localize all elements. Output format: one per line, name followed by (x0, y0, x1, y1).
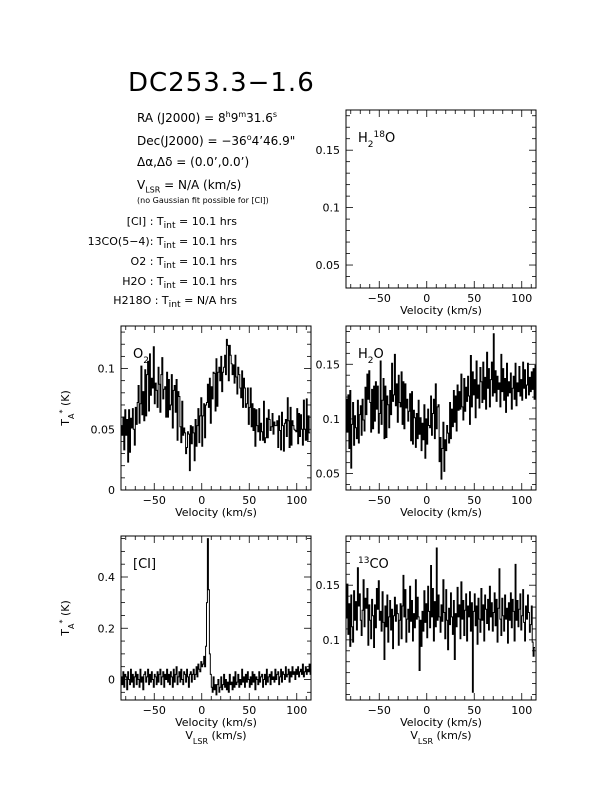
x-axis-label-vlsr: $V_{LSR}$ (km/s) (185, 729, 247, 746)
molecule-label-co13: $^{13}$CO (358, 556, 389, 572)
y-tick-label: 0.05 (315, 259, 340, 273)
obs-ci: [CI] : $T_{int} = 10.1$ hrs (126, 215, 237, 232)
dec-rest: 4’46.9" (251, 134, 296, 148)
x-tick-label: 50 (467, 704, 482, 717)
molecule-label-ci: [CI] (133, 557, 157, 572)
chart-h218o (316, 110, 537, 317)
vlsr-prefix: V (137, 178, 146, 192)
x-tick-label: 100 (286, 704, 308, 717)
page-title: DC253.3−1.6 (128, 68, 315, 98)
x-tick-label: 100 (286, 494, 308, 507)
spectrum-line-o2 (121, 339, 310, 470)
y-tick-label: 0.15 (315, 579, 340, 593)
y-tick-label: 0.1 (322, 633, 340, 647)
x-tick-label: −50 (367, 494, 391, 507)
y-axis-label: $T_A^*$ (K) (57, 600, 76, 636)
x-tick-label: 0 (423, 704, 431, 717)
x-tick-label: 0 (198, 704, 206, 717)
ra-line: RA $(J2000) = 8^h9^m31.6^s$ (137, 110, 278, 125)
offset-line: Δα,Δδ = (0.0’,0.0’) (137, 155, 250, 169)
ra-hours: 8 (218, 111, 226, 125)
y-tick-label: 0.1 (97, 362, 115, 376)
obs-h2o-tint: 10.1 hrs (191, 275, 237, 288)
y-tick-label: 0.15 (315, 358, 340, 372)
obs-h2o: H2O : $T_{int} = 10.1$ hrs (122, 275, 237, 292)
ra-seconds: 31.6 (246, 111, 273, 125)
x-axis-label: Velocity (km/s) (400, 506, 482, 519)
x-tick-label: 50 (467, 494, 482, 507)
obs-h218o-tint: N/A hrs (196, 294, 237, 307)
molecule-label-o2: $O_2$ (133, 347, 149, 366)
x-tick-label: −50 (142, 704, 166, 717)
obs-13co: 13CO(5−4): $T_{int} = 10.1$ hrs (87, 235, 237, 252)
x-axis-label: Velocity (km/s) (400, 304, 482, 317)
x-tick-label: 50 (467, 292, 482, 305)
chart-o2 (58, 326, 312, 519)
x-axis-label-vlsr: $V_{LSR}$ (km/s) (410, 729, 472, 746)
x-tick-label: 50 (242, 494, 257, 507)
x-tick-label: 50 (242, 704, 257, 717)
x-tick-label: 0 (423, 494, 431, 507)
obs-h218o: H218O : $T_{int} = N/A$ hrs (113, 294, 237, 311)
x-tick-label: 0 (198, 494, 206, 507)
y-tick-label: 0 (108, 484, 115, 497)
x-tick-label: −50 (367, 704, 391, 717)
molecule-label-h2o: $H_2O$ (358, 347, 384, 366)
y-tick-label: 0.05 (315, 467, 340, 481)
x-tick-label: 100 (511, 494, 533, 507)
chart-h2o (316, 326, 537, 519)
obs-h2o-mol: H2O (122, 275, 147, 288)
ra-label: RA (J2000) = (137, 111, 218, 125)
y-tick-label: 0.1 (322, 201, 340, 215)
obs-h218o-mol: H218O (113, 294, 152, 307)
y-tick-label: 0 (108, 673, 115, 687)
y-axis-label: $T_A^*$ (K) (57, 390, 76, 426)
y-tick-label: 0.15 (315, 144, 340, 158)
obs-o2: O2 : $T_{int} = 10.1$ hrs (130, 255, 237, 272)
obs-o2-tint: 10.1 hrs (191, 255, 237, 268)
obs-ci-tint: 10.1 hrs (191, 215, 237, 228)
obs-13co-mol: 13CO(5−4) (87, 235, 150, 248)
x-tick-label: 100 (511, 292, 533, 305)
molecule-label-h218o: $H_2^{18}O$ (358, 130, 396, 150)
x-axis-label: Velocity (km/s) (175, 506, 257, 519)
x-tick-label: 0 (423, 292, 431, 305)
vlsr-value: = N/A (km/s) (160, 178, 242, 192)
obs-o2-mol: O2 (130, 255, 147, 268)
x-tick-label: −50 (367, 292, 391, 305)
chart-co13 (316, 536, 537, 746)
gauss-note: (no Gaussian fit possible for [CI]) (137, 196, 269, 205)
y-tick-label: 0.05 (90, 423, 115, 437)
y-tick-label: 0.2 (97, 622, 115, 636)
x-tick-label: −50 (142, 494, 166, 507)
y-tick-label: 0.4 (97, 571, 115, 584)
chart-ci (58, 536, 312, 746)
dec-label: Dec(J2000) = (137, 134, 222, 148)
vlsr-sub: LSR (145, 185, 161, 195)
x-axis-label: Velocity (km/s) (175, 716, 257, 729)
obs-ci-mol: [CI] (126, 215, 147, 228)
ra-minutes: 9 (230, 111, 239, 125)
dec-degrees: −36 (221, 134, 247, 148)
obs-13co-tint: 10.1 hrs (191, 235, 237, 248)
dec-line: $Dec(J2000) = -36^o4’46.9$" (137, 133, 296, 148)
x-axis-label: Velocity (km/s) (400, 716, 482, 729)
y-tick-label: 0.1 (322, 412, 340, 426)
x-tick-label: 100 (511, 704, 533, 717)
